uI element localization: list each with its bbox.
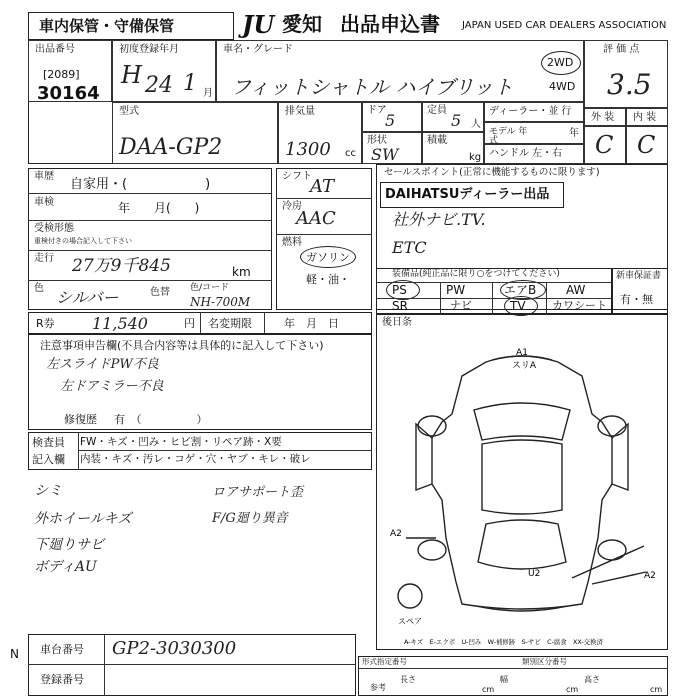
repair-label: 修復歴	[64, 413, 97, 426]
load-cell	[422, 132, 484, 164]
car-name: フィットシャトル ハイブリット	[231, 75, 514, 99]
int-grade: C	[637, 131, 656, 159]
height-unit: cm	[650, 685, 663, 694]
recycle-value: 11,540	[92, 314, 148, 333]
equip-tv-circle	[504, 296, 538, 316]
color-code-label: 色/コード	[190, 283, 230, 293]
remark-3: 下廻りサビ	[34, 537, 104, 553]
name-change-label: 名変期限	[208, 317, 252, 330]
carname-cell	[216, 40, 584, 102]
region-name: 愛知	[282, 12, 322, 36]
ext-label: 外 装	[591, 112, 615, 123]
shift-label: シフト	[282, 171, 312, 182]
inspection-value: 年 月( )	[118, 201, 200, 215]
mark-a2-left: A2	[390, 529, 402, 539]
inspector-label-2: 記入欄	[32, 453, 65, 466]
score-cell	[584, 40, 668, 108]
ju-logo: JU	[242, 10, 275, 39]
ref-label: 参考	[370, 683, 386, 692]
dealer-banner: DAIHATSUディーラー出品	[385, 187, 550, 202]
sales-point-2: ETC	[392, 238, 427, 257]
handle-label: ハンドル 左・右	[489, 148, 563, 159]
mark-u2: U2	[528, 569, 541, 579]
chassis-value: GP2-3030300	[112, 638, 237, 659]
inspector-row-2: 内装・キズ・汚レ・コゲ・穴・ヤブ・キレ・破レ	[80, 453, 311, 465]
remark-right-2: F/G廻り異音	[212, 511, 288, 526]
lot-label: 出品番号	[35, 44, 75, 55]
fuel-circle	[300, 246, 356, 268]
cc-label: 排気量	[285, 106, 315, 117]
height-label: 高さ	[584, 675, 600, 684]
remark-right-1: ロアサポート歪	[212, 485, 304, 500]
reg-month: 1	[183, 71, 197, 96]
mileage-unit: km	[232, 265, 251, 279]
width-label: 幅	[500, 675, 508, 684]
cc-unit: cc	[345, 148, 356, 159]
cc-cell	[278, 102, 362, 164]
equip-aw: AW	[566, 283, 586, 297]
width-unit: cm	[566, 685, 579, 694]
warranty-label: 新車保証書	[616, 271, 662, 281]
model-year-unit: 年	[569, 128, 579, 139]
notes-line-2: 左ドアミラー不良	[60, 379, 164, 394]
storage-box	[28, 12, 234, 40]
shape-value: SW	[371, 145, 399, 164]
length-unit: cm	[482, 685, 495, 694]
int-label: 内 装	[633, 112, 657, 123]
drive-2wd-circle	[541, 51, 581, 75]
fuel-label: 燃料	[282, 237, 302, 248]
sales-title: セールスポイント(正常に機能するものに限ります)	[384, 167, 600, 178]
shape-label: 形状	[367, 135, 387, 146]
doors-label: ドア	[367, 105, 387, 116]
capacity-value: 5	[451, 111, 462, 130]
remark-2: 外ホイールキズ	[34, 511, 132, 527]
ac-label: 冷房	[282, 201, 302, 212]
inspector-row-1: FW・キズ・凹み・ヒビ割・リペア跡・X要	[80, 436, 282, 448]
reg-cell	[112, 40, 216, 102]
dealer-banner-box	[380, 182, 564, 208]
equip-pw: PW	[446, 283, 466, 297]
color-label: 色	[34, 283, 44, 294]
storage-label: 車内保管・守備保管	[39, 17, 175, 35]
dealer-label: ディーラー・並 行	[489, 106, 572, 117]
equip-tv: TV	[510, 299, 526, 313]
lot-sub: [2089]	[43, 68, 80, 81]
reception-sub: 重検付きの場合記入して下さい	[34, 237, 132, 245]
diagram-backside-label: 後日条	[382, 317, 412, 328]
carname-label: 車名・グレード	[223, 44, 293, 55]
handle-cell	[484, 144, 584, 164]
diagram-legend: A-キズ E-エクボ U-凹み W-補修跡 S-サビ C-腐食 XX-交換済	[404, 638, 603, 646]
chassis-label: 車台番号	[40, 643, 84, 656]
equip-ps: PS	[392, 283, 407, 297]
score-value: 3.5	[607, 68, 652, 101]
doors-cell	[362, 102, 422, 132]
ext-grade-cell	[584, 126, 626, 164]
equip-airbag: エアB	[504, 283, 537, 297]
cc-value: 1300	[285, 139, 331, 160]
dealer-cell	[484, 102, 584, 122]
reg-era: H	[121, 61, 142, 89]
reg-number-label: 登録番号	[40, 673, 84, 686]
reg-month-unit: 月	[203, 88, 213, 99]
warranty-value: 有・無	[620, 293, 653, 306]
sales-point-1: 社外ナビ.TV.	[392, 210, 486, 229]
name-change-date: 年 月 日	[284, 317, 339, 330]
notes-title: 注意事項申告欄(不具合内容等は具体的に記入して下さい)	[40, 339, 324, 352]
shift-value: AT	[310, 176, 335, 197]
usage-label: 車歴	[34, 171, 54, 182]
load-label: 積載	[427, 135, 447, 146]
drive-4wd: 4WD	[549, 80, 576, 93]
mileage-value: 27万9千845	[72, 256, 171, 276]
association-name: JAPAN USED CAR DEALERS ASSOCIATION	[462, 20, 667, 31]
model-year-label: モデル 年 式	[489, 127, 528, 146]
capacity-label: 定員	[427, 105, 447, 116]
class-number-label: 類別区分番号	[522, 657, 567, 666]
capacity-unit: 人	[471, 119, 481, 130]
fuel-other: 軽・油・	[306, 273, 350, 286]
length-label: 長さ	[400, 675, 416, 684]
recycle-unit: 円	[184, 317, 195, 330]
color-swap-label: 色替	[150, 287, 170, 298]
chassis-prefix: N	[10, 647, 19, 661]
mark-a2-right: A2	[644, 571, 656, 581]
model-cell	[112, 102, 278, 164]
equip-navi: ナビ	[450, 299, 472, 312]
model-year-cell	[484, 122, 584, 144]
recycle-label: R券	[36, 317, 55, 330]
inspector-label-1: 検査員	[32, 436, 65, 449]
equip-ps-circle	[386, 280, 420, 300]
car-diagram	[376, 314, 668, 650]
mileage-label: 走行	[34, 253, 54, 264]
int-label-cell	[626, 108, 668, 126]
remark-4: ボディAU	[34, 559, 97, 575]
color-value: シルバー	[56, 288, 119, 307]
capacity-cell	[422, 102, 484, 132]
reg-label: 初度登録年月	[119, 44, 179, 55]
fuel-value: ガソリン	[306, 251, 350, 264]
document-title: 出品申込書	[340, 12, 440, 36]
drive-2wd: 2WD	[547, 56, 574, 69]
model-value: DAA-GP2	[119, 135, 223, 160]
ext-label-cell	[584, 108, 626, 126]
reception-label: 受検形態	[34, 223, 74, 234]
model-label: 型式	[119, 106, 139, 117]
doors-value: 5	[385, 111, 396, 130]
ac-value: AAC	[296, 208, 336, 229]
int-grade-cell	[626, 126, 668, 164]
spare-label: スペア	[398, 617, 422, 626]
equip-leather: カワシート	[552, 299, 607, 312]
score-label: 評 価 点	[603, 44, 640, 55]
remark-1: シミ	[34, 483, 62, 499]
usage-value: 自家用・( )	[70, 177, 211, 192]
mark-a1: A1	[516, 348, 528, 358]
reg-year: 24	[145, 73, 173, 98]
equip-label: 装備品(純正品に限り○をつけてください)	[392, 269, 560, 279]
inspection-label: 車検	[34, 197, 54, 208]
ext-grade: C	[595, 131, 614, 159]
color-code-value: NH-700M	[190, 295, 251, 309]
repair-value: 有 （ ）	[114, 413, 208, 426]
notes-line-1: 左スライドPW不良	[46, 357, 159, 372]
mark-suri-a: スリA	[511, 361, 537, 371]
lot-number: 30164	[37, 83, 100, 104]
equip-sr: SR	[392, 299, 408, 313]
lot-cell	[28, 40, 112, 102]
load-unit: kg	[469, 152, 482, 163]
type-number-label: 形式指定番号	[362, 657, 407, 666]
shape-cell	[362, 132, 422, 164]
